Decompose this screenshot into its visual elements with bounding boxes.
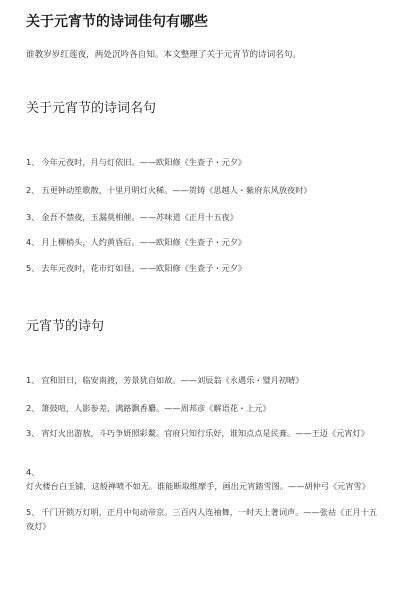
page-title: 关于元宵节的诗词佳句有哪些 <box>26 14 208 30</box>
item-number: 2、 <box>26 185 40 195</box>
item-text: 金吾不禁夜，玉漏莫相催。——苏味道《正月十五夜》 <box>41 212 238 222</box>
list-item <box>26 426 384 440</box>
item-number: 5、 <box>26 263 40 273</box>
item-text: 宵灯火出游敖，斗巧争妍照彩鳌。官府只知行乐好，谁知点点是民膏。——王迈《元宵灯》 <box>41 428 369 438</box>
list-item <box>26 505 384 533</box>
section-heading: 关于元宵节的诗词名句 <box>26 101 157 116</box>
list-item <box>26 401 384 415</box>
item-number: 2、 <box>26 403 40 413</box>
item-text: 五更钟动笙歌散，十里月明灯火稀。——贺铸《思越人・紫府东风放夜时》 <box>41 185 312 195</box>
item-number: 3、 <box>26 428 40 438</box>
item-text: 宜和旧日，临安南渡，芳景犹自如故。——刘辰翁《永遇乐・璧月初晴》 <box>41 375 304 385</box>
item-number: 5、 <box>26 507 40 517</box>
item-number: 4、 <box>26 467 40 477</box>
list-item <box>26 155 384 169</box>
item-text: 灯火楼台白玉铺，这般禅喷不如无。谁能断取维摩手，画出元宵踏雪图。——胡仲弓《元宵雪》 <box>26 481 370 491</box>
list-item <box>26 235 384 249</box>
item-text: 千门开锁万灯明，正月中旬动帝京。三百内人连袖舞，一时天上著词声。——张祜《正月十五夜灯》 <box>26 507 378 531</box>
item-number: 4、 <box>26 237 40 247</box>
section-heading: 元宵节的诗句 <box>26 319 105 334</box>
item-number: 1、 <box>26 157 40 167</box>
list-item <box>26 261 384 275</box>
item-text: 月上柳梢头，人约黄昏后。——欧阳修《生查子・元夕》 <box>41 237 247 247</box>
item-number: 1、 <box>26 375 40 385</box>
list-item <box>26 373 384 387</box>
item-text: 去年元夜时，花市灯如昼。——欧阳修《生查子・元夕》 <box>41 263 247 273</box>
item-text: 箫鼓喧，人影参差，满路飘香麝。——周邦彦《解语花・上元》 <box>41 403 271 413</box>
item-number: 3、 <box>26 212 40 222</box>
item-text: 今年元夜时，月与灯依旧。——欧阳修《生查子・元夕》 <box>41 157 247 167</box>
list-item <box>26 210 384 224</box>
list-item <box>26 465 384 493</box>
list-item <box>26 183 384 197</box>
intro-paragraph: 谁教岁岁红莲夜，两处沉吟各自知。本文整理了关于元宵节的诗词名句。 <box>26 50 302 60</box>
